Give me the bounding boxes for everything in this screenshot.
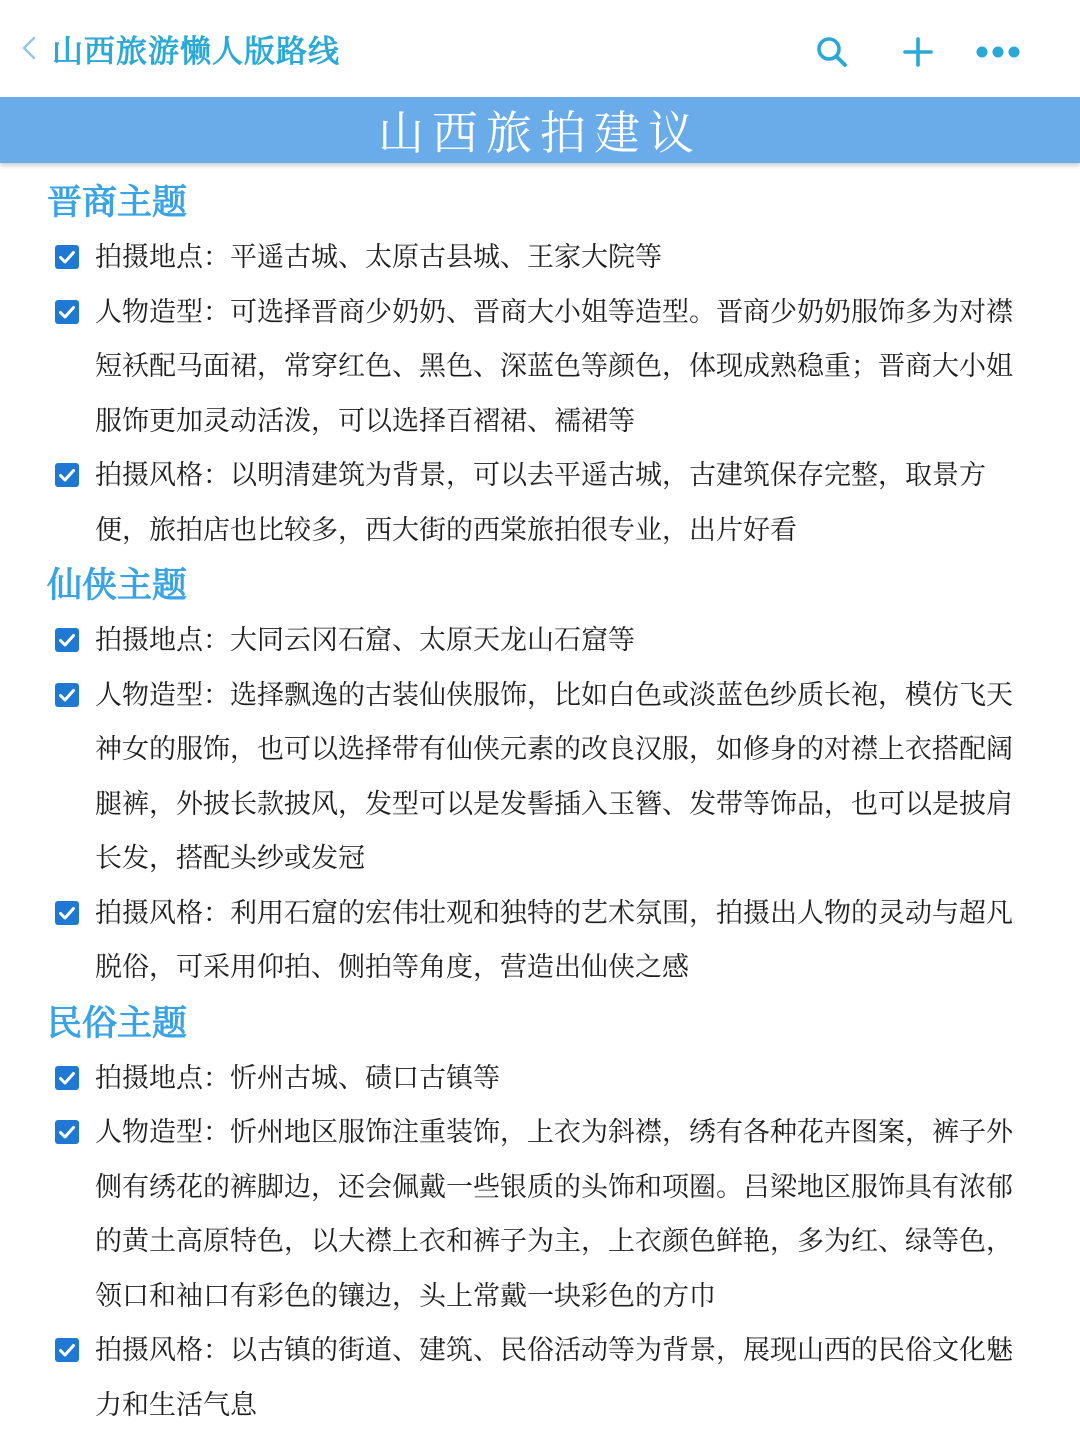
checklist-item <box>95 286 1015 450</box>
content-area <box>0 175 1080 1433</box>
item-text: 人物造型：选择飘逸的古装仙侠服饰，比如白色或淡蓝色纱质长袍，模仿飞天神女的服饰，也可以选择带有仙侠元素的改良汉服，如修身的对襟上衣搭配阔腿裤，外披长款披风，发型可以是发髻插入玉簪、发带等饰品，也可以是披肩长发，搭配头纱或发冠 <box>95 679 1013 874</box>
more-icon <box>975 42 1021 62</box>
checklist-item <box>95 231 1015 286</box>
checkbox-checked-icon[interactable] <box>55 300 79 324</box>
banner-title: 山西旅拍建议 <box>378 106 702 160</box>
checkbox-checked-icon[interactable] <box>55 683 79 707</box>
section-title: 民俗主题 <box>47 1003 188 1044</box>
checklist-item <box>95 669 1015 887</box>
section-minsu <box>0 996 1080 1434</box>
checkbox-checked-icon[interactable] <box>55 1066 79 1090</box>
checkbox-checked-icon[interactable] <box>55 1338 79 1362</box>
checklist-item <box>95 614 1015 669</box>
checkbox-checked-icon[interactable] <box>55 1120 79 1144</box>
item-text: 拍摄地点：忻州古城、碛口古镇等 <box>95 1062 500 1094</box>
search-button[interactable] <box>808 28 856 76</box>
more-button[interactable] <box>974 28 1022 76</box>
section-title: 仙侠主题 <box>47 566 188 606</box>
item-text: 拍摄风格：以明清建筑为背景，可以去平遥古城，古建筑保存完整，取景方便，旅拍店也比较多，西大街的西棠旅拍很专业，出片好看 <box>95 460 986 546</box>
item-text: 人物造型：忻州地区服饰注重装饰，上衣为斜襟，绣有各种花卉图案，裤子外侧有绣花的裤脚边，还会佩戴一些银质的头饰和项圈。吕梁地区服饰具有浓郁的黄土高原特色，以大襟上衣和裤子为主，上衣颜色鲜艳，多为红、绿等色，领口和袖口有彩色的镶边，头上常戴一块彩色的方巾 <box>95 1117 1013 1312</box>
back-button[interactable] <box>12 26 46 70</box>
checklist-item <box>95 449 1015 558</box>
checklist-item <box>95 1106 1015 1324</box>
item-text: 拍摄风格：利用石窟的宏伟壮观和独特的艺术氛围，拍摄出人物的灵动与超凡脱俗，可采用仰拍、侧拍等角度，营造出仙侠之感 <box>95 897 1013 983</box>
item-text: 人物造型：可选择晋商少奶奶、晋商大小姐等造型。晋商少奶奶服饰多为对襟短袄配马面裙，常穿红色、黑色、深蓝色等颜色，体现成熟稳重；晋商大小姐服饰更加灵动活泼，可以选择百褶裙、襦裙等 <box>95 296 1013 437</box>
header-banner <box>0 97 1080 163</box>
page-title: 山西旅游懒人版路线 <box>52 34 340 70</box>
checkbox-checked-icon[interactable] <box>55 901 79 925</box>
checkbox-checked-icon[interactable] <box>55 628 79 652</box>
checklist-item <box>95 887 1015 996</box>
checklist-item <box>95 1324 1015 1433</box>
add-button[interactable] <box>894 28 942 76</box>
section-xianxia <box>0 558 1080 996</box>
plus-icon <box>901 35 935 69</box>
section-jinshang <box>0 175 1080 558</box>
chevron-left-icon <box>19 33 39 63</box>
checkbox-checked-icon[interactable] <box>55 463 79 487</box>
item-text: 拍摄风格：以古镇的街道、建筑、民俗活动等为背景，展现山西的民俗文化魅力和生活气息 <box>95 1335 1013 1421</box>
item-text: 拍摄地点：平遥古城、太原古县城、王家大院等 <box>95 242 662 273</box>
item-text: 拍摄地点：大同云冈石窟、太原天龙山石窟等 <box>95 625 635 656</box>
top-nav-bar <box>0 0 1080 96</box>
checklist-item <box>95 1052 1015 1107</box>
search-icon <box>814 34 850 70</box>
section-title: 晋商主题 <box>47 183 188 223</box>
checkbox-checked-icon[interactable] <box>55 245 79 269</box>
